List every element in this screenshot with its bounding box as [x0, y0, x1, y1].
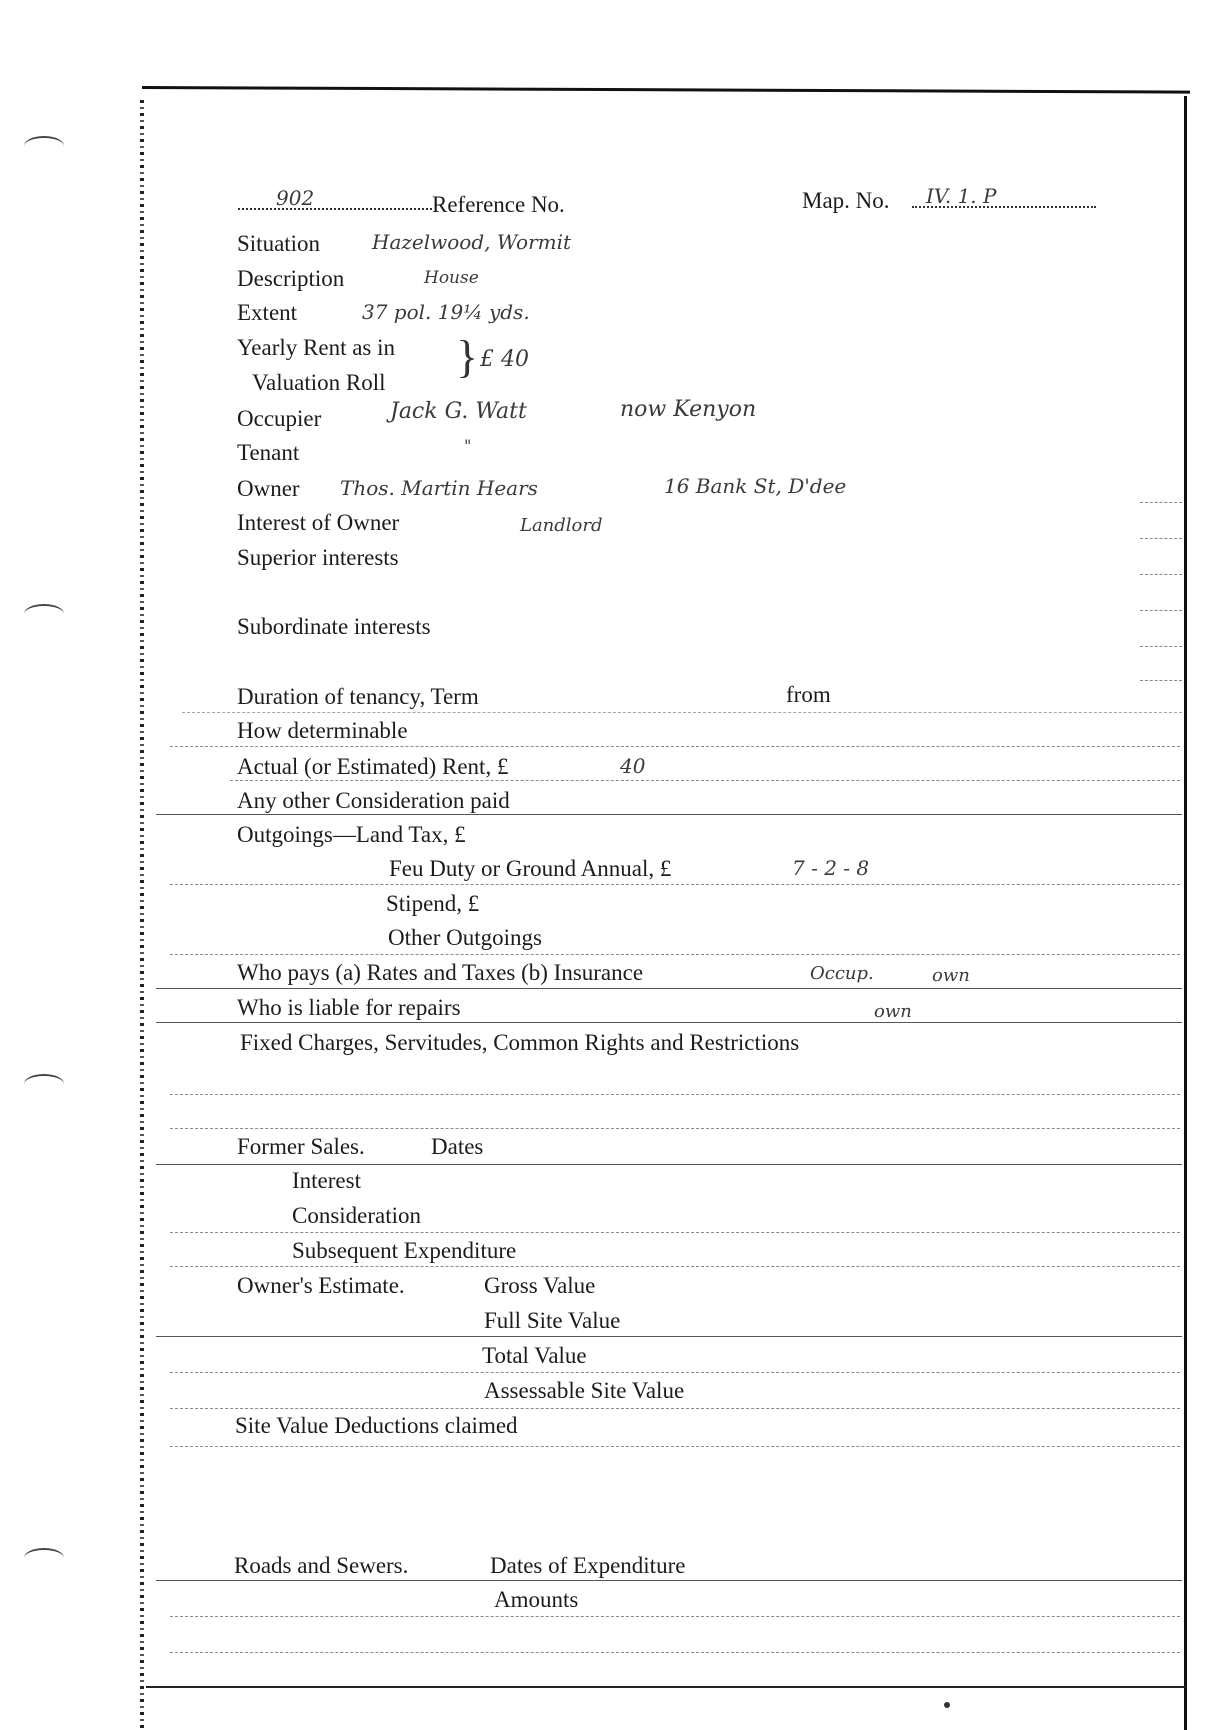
- feu-duty-value: 7 - 2 - 8: [792, 856, 870, 880]
- owner-label: Owner: [237, 476, 300, 501]
- subsequent-expenditure-label: Subsequent Expenditure: [292, 1238, 517, 1263]
- punch-hole-mark: [24, 1548, 64, 1568]
- form-rule: [1140, 538, 1182, 539]
- form-rule: [1140, 646, 1182, 647]
- form-rule: [170, 1128, 1180, 1129]
- valuation-roll-label: Valuation Roll: [252, 370, 386, 395]
- form-rule: [156, 1580, 1182, 1581]
- situation-label: Situation: [237, 231, 321, 256]
- form-rule: [170, 746, 1180, 747]
- other-outgoings-label: Other Outgoings: [388, 925, 542, 950]
- form-rule: [170, 1372, 1180, 1373]
- form-rule: [170, 1232, 1180, 1233]
- other-consideration-label: Any other Consideration paid: [237, 788, 510, 813]
- form-rule: [182, 712, 1182, 713]
- binding-edge: [140, 100, 144, 1730]
- amounts-label: Amounts: [494, 1587, 579, 1612]
- full-site-value-label: Full Site Value: [484, 1308, 621, 1333]
- feu-duty-label: Feu Duty or Ground Annual, £: [389, 856, 672, 881]
- subordinate-interests-label: Subordinate interests: [237, 614, 431, 639]
- repairs-value: own: [874, 1001, 912, 1022]
- former-sales-dates-label: Dates: [431, 1134, 484, 1159]
- owner-value: Thos. Martin Hears: [340, 476, 538, 500]
- dates-of-expenditure-label: Dates of Expenditure: [490, 1553, 686, 1578]
- interest-of-owner-label: Interest of Owner: [237, 510, 400, 535]
- page-top-border: [142, 86, 1190, 94]
- description-value: House: [424, 268, 479, 288]
- assessable-site-value-label: Assessable Site Value: [484, 1378, 685, 1403]
- map-number-label: Map. No.: [802, 188, 890, 213]
- form-rule: [156, 1164, 1182, 1165]
- form-rule: [230, 780, 1180, 781]
- punch-hole-mark: [24, 136, 64, 156]
- duration-of-tenancy-label: Duration of tenancy, Term: [237, 684, 479, 709]
- form-rule: [170, 1266, 1180, 1267]
- site-value-deductions-label: Site Value Deductions claimed: [235, 1413, 518, 1438]
- interest-of-owner-value: Landlord: [520, 515, 603, 536]
- reference-number-value: 902: [276, 186, 315, 210]
- reference-number-label: Reference No.: [432, 192, 565, 217]
- form-rule: [156, 1336, 1182, 1337]
- how-determinable-label: How determinable: [237, 718, 408, 743]
- page-right-border: [1184, 96, 1187, 1730]
- occupier-note: now Kenyon: [620, 397, 757, 422]
- occupier-value: Jack G. Watt: [390, 399, 527, 424]
- page-bottom-rule: [146, 1686, 1186, 1688]
- outgoings-label: Outgoings—Land Tax, £: [237, 822, 466, 847]
- from-label: from: [786, 682, 831, 707]
- form-rule: [170, 954, 1180, 955]
- form-rule: [170, 1652, 1180, 1653]
- map-number-value: IV. 1. P: [926, 184, 997, 208]
- form-rule: [156, 814, 1182, 815]
- who-pays-insurance-value: own: [932, 965, 970, 986]
- roads-sewers-label: Roads and Sewers.: [234, 1553, 409, 1578]
- form-rule: [1140, 502, 1182, 503]
- yearly-rent-label: Yearly Rent as in: [237, 335, 396, 360]
- superior-interests-label: Superior interests: [237, 545, 399, 570]
- yearly-rent-value: £ 40: [480, 347, 529, 372]
- form-rule: [1140, 574, 1182, 575]
- form-rule: [170, 1408, 1180, 1409]
- former-sales-consideration-label: Consideration: [292, 1203, 422, 1228]
- form-rule: [170, 1616, 1180, 1617]
- form-rule: [170, 1094, 1180, 1095]
- former-sales-interest-label: Interest: [292, 1168, 361, 1193]
- situation-value: Hazelwood, Wormit: [372, 230, 572, 254]
- actual-rent-label: Actual (or Estimated) Rent, £: [237, 754, 509, 779]
- punch-hole-mark: [24, 604, 64, 624]
- tenant-label: Tenant: [237, 440, 300, 465]
- form-rule: [156, 1022, 1182, 1023]
- actual-rent-value: 40: [620, 754, 646, 778]
- gross-value-label: Gross Value: [484, 1273, 596, 1298]
- repairs-label: Who is liable for repairs: [237, 995, 461, 1020]
- occupier-label: Occupier: [237, 406, 322, 431]
- extent-label: Extent: [237, 300, 298, 325]
- brace-mark: }: [456, 331, 479, 382]
- form-rule: [1140, 680, 1182, 681]
- owners-estimate-label: Owner's Estimate.: [237, 1273, 405, 1298]
- former-sales-label: Former Sales.: [237, 1134, 365, 1159]
- fixed-charges-label: Fixed Charges, Servitudes, Common Rights and Restrictions: [240, 1030, 800, 1055]
- punch-hole-mark: [24, 1074, 64, 1094]
- extent-value: 37 pol. 19¼ yds.: [362, 300, 530, 324]
- form-rule: [170, 884, 1180, 885]
- stipend-label: Stipend, £: [386, 891, 480, 916]
- ink-speck: [944, 1702, 950, 1708]
- owner-address: 16 Bank St, D'dee: [664, 474, 847, 498]
- form-rule: [156, 988, 1182, 989]
- form-rule: [170, 1446, 1180, 1447]
- description-label: Description: [237, 266, 345, 291]
- who-pays-rates-value: Occup.: [810, 963, 874, 984]
- tenant-value: ": [464, 436, 472, 455]
- who-pays-label: Who pays (a) Rates and Taxes (b) Insurance: [237, 960, 644, 985]
- form-rule: [1140, 610, 1182, 611]
- total-value-label: Total Value: [482, 1343, 587, 1368]
- reference-number-underline: [238, 208, 432, 210]
